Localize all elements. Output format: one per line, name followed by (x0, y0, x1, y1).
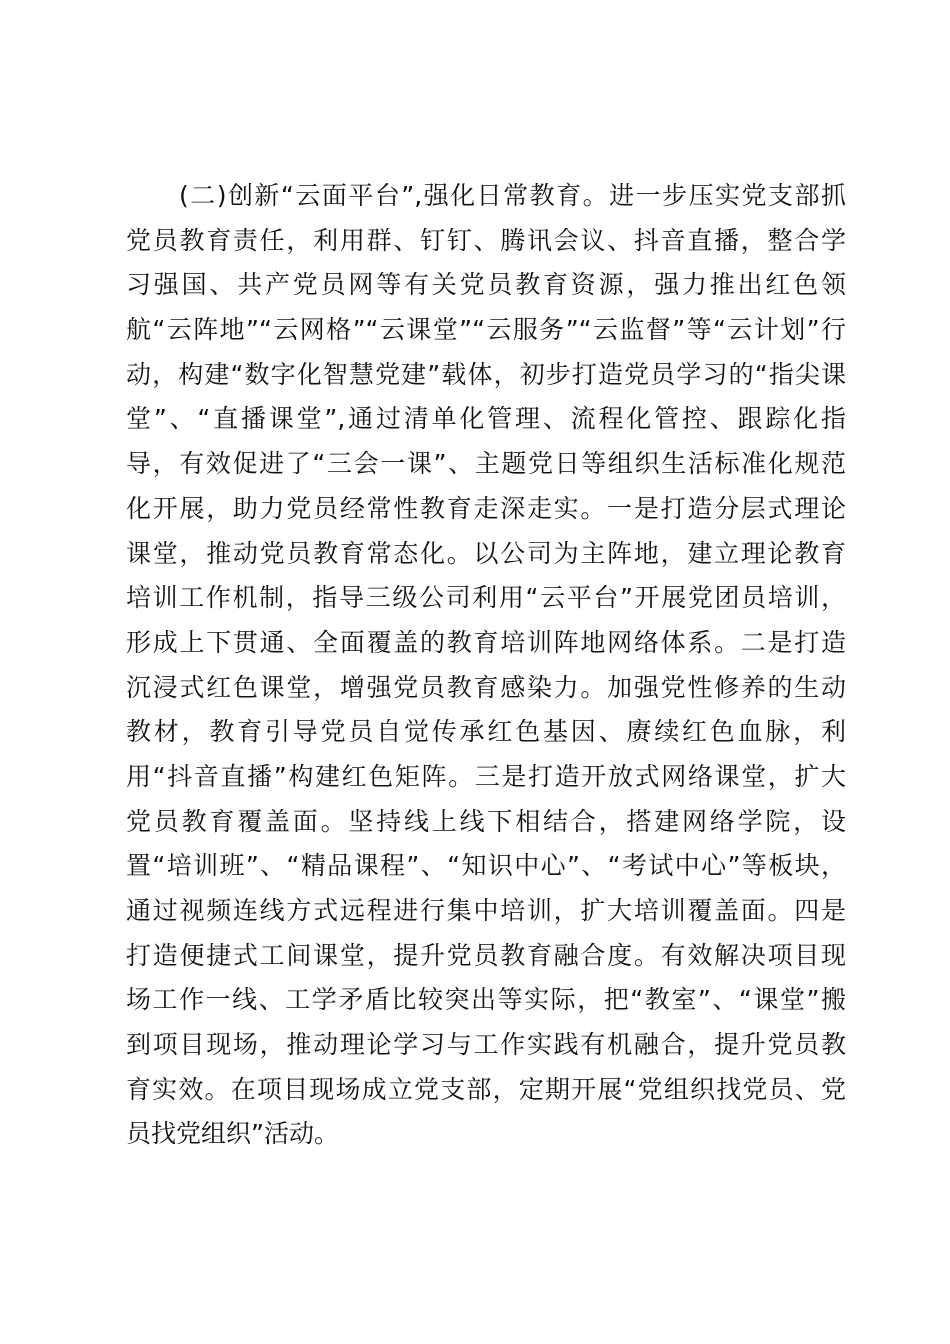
paragraph-line: 党员教育责任，利用群、钉钉、腾讯会议、抖音直播，整合学 (126, 225, 846, 255)
paragraph-line: 到项目现场，推动理论学习与工作实践有机融合，提升党员教 (126, 1030, 846, 1060)
paragraph-line: 用“抖音直播”构建红色矩阵。三是打造开放式网络课堂，扩大 (126, 761, 846, 791)
paragraph-line: 沉浸式红色课堂，增强党员教育感染力。加强党性修养的生动 (126, 672, 846, 702)
paragraph-line: 置“培训班”、“精品课程”、“知识中心”、“考试中心”等板块， (126, 851, 846, 881)
paragraph-line: 化开展，助力党员经常性教育走深走实。一是打造分层式理论 (126, 493, 846, 523)
paragraph-line: (二)创新“云面平台”,强化日常教育。进一步压实党支部抓 (126, 181, 846, 210)
paragraph-line: 员找党组织”活动。 (126, 1119, 339, 1149)
paragraph-line: 堂”、“直播课堂”,通过清单化管理、流程化管控、跟踪化指 (126, 404, 846, 434)
paragraph-line: 教材，教育引导党员自觉传承红色基因、赓续红色血脉，利 (126, 717, 846, 747)
paragraph-line: 导，有效促进了“三会一课”、主题党日等组织生活标准化规范 (126, 449, 846, 479)
body-paragraph (126, 174, 846, 1157)
paragraph-line: 打造便捷式工间课堂，提升党员教育融合度。有效解决项目现 (126, 940, 846, 970)
paragraph-line: 习强国、共产党员网等有关党员教育资源，强力推出红色领 (126, 270, 846, 300)
paragraph-line: 场工作一线、工学矛盾比较突出等实际，把“教室”、“课堂”搬 (126, 985, 846, 1015)
paragraph-line: 课堂，推动党员教育常态化。以公司为主阵地，建立理论教育 (126, 538, 846, 568)
paragraph-line: 培训工作机制，指导三级公司利用“云平台”开展党团员培训， (126, 583, 846, 613)
paragraph-line: 育实效。在项目现场成立党支部，定期开展“党组织找党员、党 (126, 1074, 846, 1104)
paragraph-line: 形成上下贯通、全面覆盖的教育培训阵地网络体系。二是打造 (126, 627, 846, 657)
paragraph-line: 党员教育覆盖面。坚持线上线下相结合，搭建网络学院，设 (126, 806, 846, 836)
paragraph-line: 通过视频连线方式远程进行集中培训，扩大培训覆盖面。四是 (126, 896, 846, 925)
paragraph-line: 动，构建“数字化智慧党建”载体，初步打造党员学习的“指尖课 (126, 359, 846, 389)
paragraph-line: 航“云阵地”“云网格”“云课堂”“云服务”“云监督”等“云计划”行 (126, 315, 846, 345)
